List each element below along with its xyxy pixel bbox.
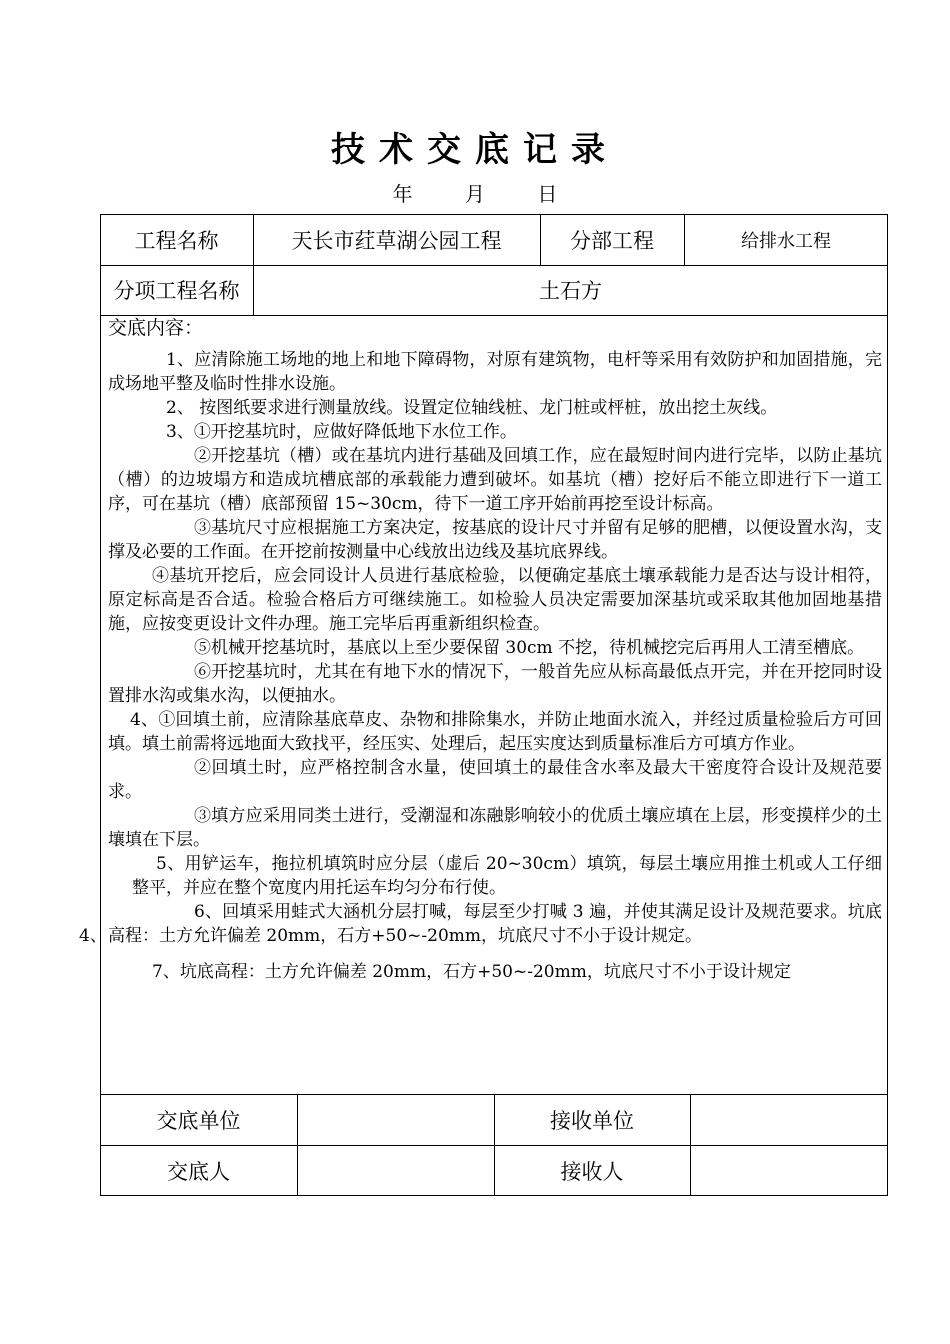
handover-person-label: 交底人 bbox=[167, 1159, 230, 1184]
content-paragraph: 5、用铲运车，拖拉机填筑时应分层（虚后 20~30cm）填筑，每层土壤应用推土机或人工仔细整平，并应在整个宽度内用托运车均匀分布行使。 bbox=[132, 854, 882, 898]
content-heading: 交底内容： bbox=[108, 317, 204, 339]
content-paragraph: 2、 按图纸要求进行测量放线。设置定位轴线桩、龙门桩或枰桩，放出挖土灰线。 bbox=[166, 398, 778, 418]
content-paragraph: 4、①回填土前，应清除基底草皮、杂物和排除集水，并防止地面水流入，并经过质量检验后方可回填。填土前需将远地面大致找平，经压实、处理后，起压实度达到质量标准后方可填方作业。 bbox=[108, 710, 882, 754]
date-day: 日 bbox=[537, 182, 558, 206]
handover-person-value[interactable] bbox=[297, 1145, 494, 1196]
project-name-label: 工程名称 bbox=[134, 228, 219, 253]
division-label: 分部工程 bbox=[570, 228, 654, 253]
content-paragraph: 6、回填采用蛙式大涵机分层打喊，每层至少打喊 3 遍，并使其满足设计及规范要求。坑底高程：土方允许偏差 20mm，石方+50~-20mm，坑底尺寸不小于设计规定。 bbox=[108, 902, 882, 946]
subitem-label: 分项工程名称 bbox=[113, 279, 240, 303]
document-title: 技术交底记录 bbox=[331, 130, 619, 170]
handover-unit-label: 交底单位 bbox=[156, 1108, 241, 1133]
content-paragraph: 1、应清除施工场地的地上和地下障碍物，对原有建筑物，电杆等采用有效防护和加固措施，完成场地平整及临时性排水设施。 bbox=[108, 350, 882, 394]
content-paragraph: 3、①开挖基坑时，应做好降低地下水位工作。 bbox=[166, 422, 517, 442]
content-paragraph: ⑥开挖基坑时，尤其在有地下水的情况下，一般首先应从标高最低点开完，并在开挖同时设置排水沟或集水沟，以便抽水。 bbox=[108, 662, 882, 706]
content-paragraph: ⑤机械开挖基坑时，基底以上至少要保留 30cm 不挖，待机械挖完后再用人工清至槽底。 bbox=[194, 638, 865, 658]
content-paragraph: ③填方应采用同类土进行，受潮湿和冻融影响较小的优质土壤应填在上层，形变摸样少的土壤填在下层。 bbox=[108, 806, 882, 850]
receiver-value[interactable] bbox=[690, 1145, 888, 1196]
margin-mark: 4、 bbox=[79, 926, 107, 946]
date-year: 年 bbox=[392, 182, 413, 206]
date-month: 月 bbox=[465, 182, 485, 206]
receiving-unit-value[interactable] bbox=[690, 1094, 888, 1145]
receiving-unit-label: 接收单位 bbox=[550, 1108, 634, 1133]
record-date bbox=[0, 178, 950, 207]
content-paragraph: ②回填土时，应严格控制含水量，使回填土的最佳含水率及最大干密度符合设计及规范要求。 bbox=[108, 758, 882, 802]
project-name-value: 天长市荭草湖公园工程 bbox=[291, 228, 502, 253]
receiver-label: 接收人 bbox=[560, 1159, 624, 1184]
division-value: 给排水工程 bbox=[741, 230, 831, 252]
subitem-value: 土石方 bbox=[539, 279, 602, 303]
content-paragraph: ③基坑尺寸应根据施工方案决定，按基底的设计尺寸并留有足够的肥槽，以便设置水沟，支撑及必要的工作面。在开挖前按测量中心线放出边线及基坑底界线。 bbox=[108, 518, 882, 562]
handover-content bbox=[108, 316, 882, 984]
handover-unit-value[interactable] bbox=[297, 1094, 494, 1145]
content-paragraph: 7、坑底高程：土方允许偏差 20mm，石方+50~-20mm，坑底尺寸不小于设计规定 bbox=[152, 962, 791, 982]
content-paragraph: ②开挖基坑（槽）或在基坑内进行基础及回填工作，应在最短时间内进行完毕，以防止基坑（槽）的边坡塌方和造成坑槽底部的承载能力遭到破坏。如基坑（槽）挖好后不能立即进行下一道工序，可在基坑（槽）底部预留 15~30cm，待下一道工序开始前再挖至设计标高。 bbox=[108, 446, 882, 514]
content-paragraph: ④基坑开挖后，应会同设计人员进行基底检验，以便确定基底土壤承载能力是否达与设计相符，原定标高是否合适。检验合格后方可继续施工。如检验人员决定需要加深基坑或采取其他加固地基措施，应按变更设计文件办理。施工完毕后再重新组织检查。 bbox=[108, 566, 882, 634]
